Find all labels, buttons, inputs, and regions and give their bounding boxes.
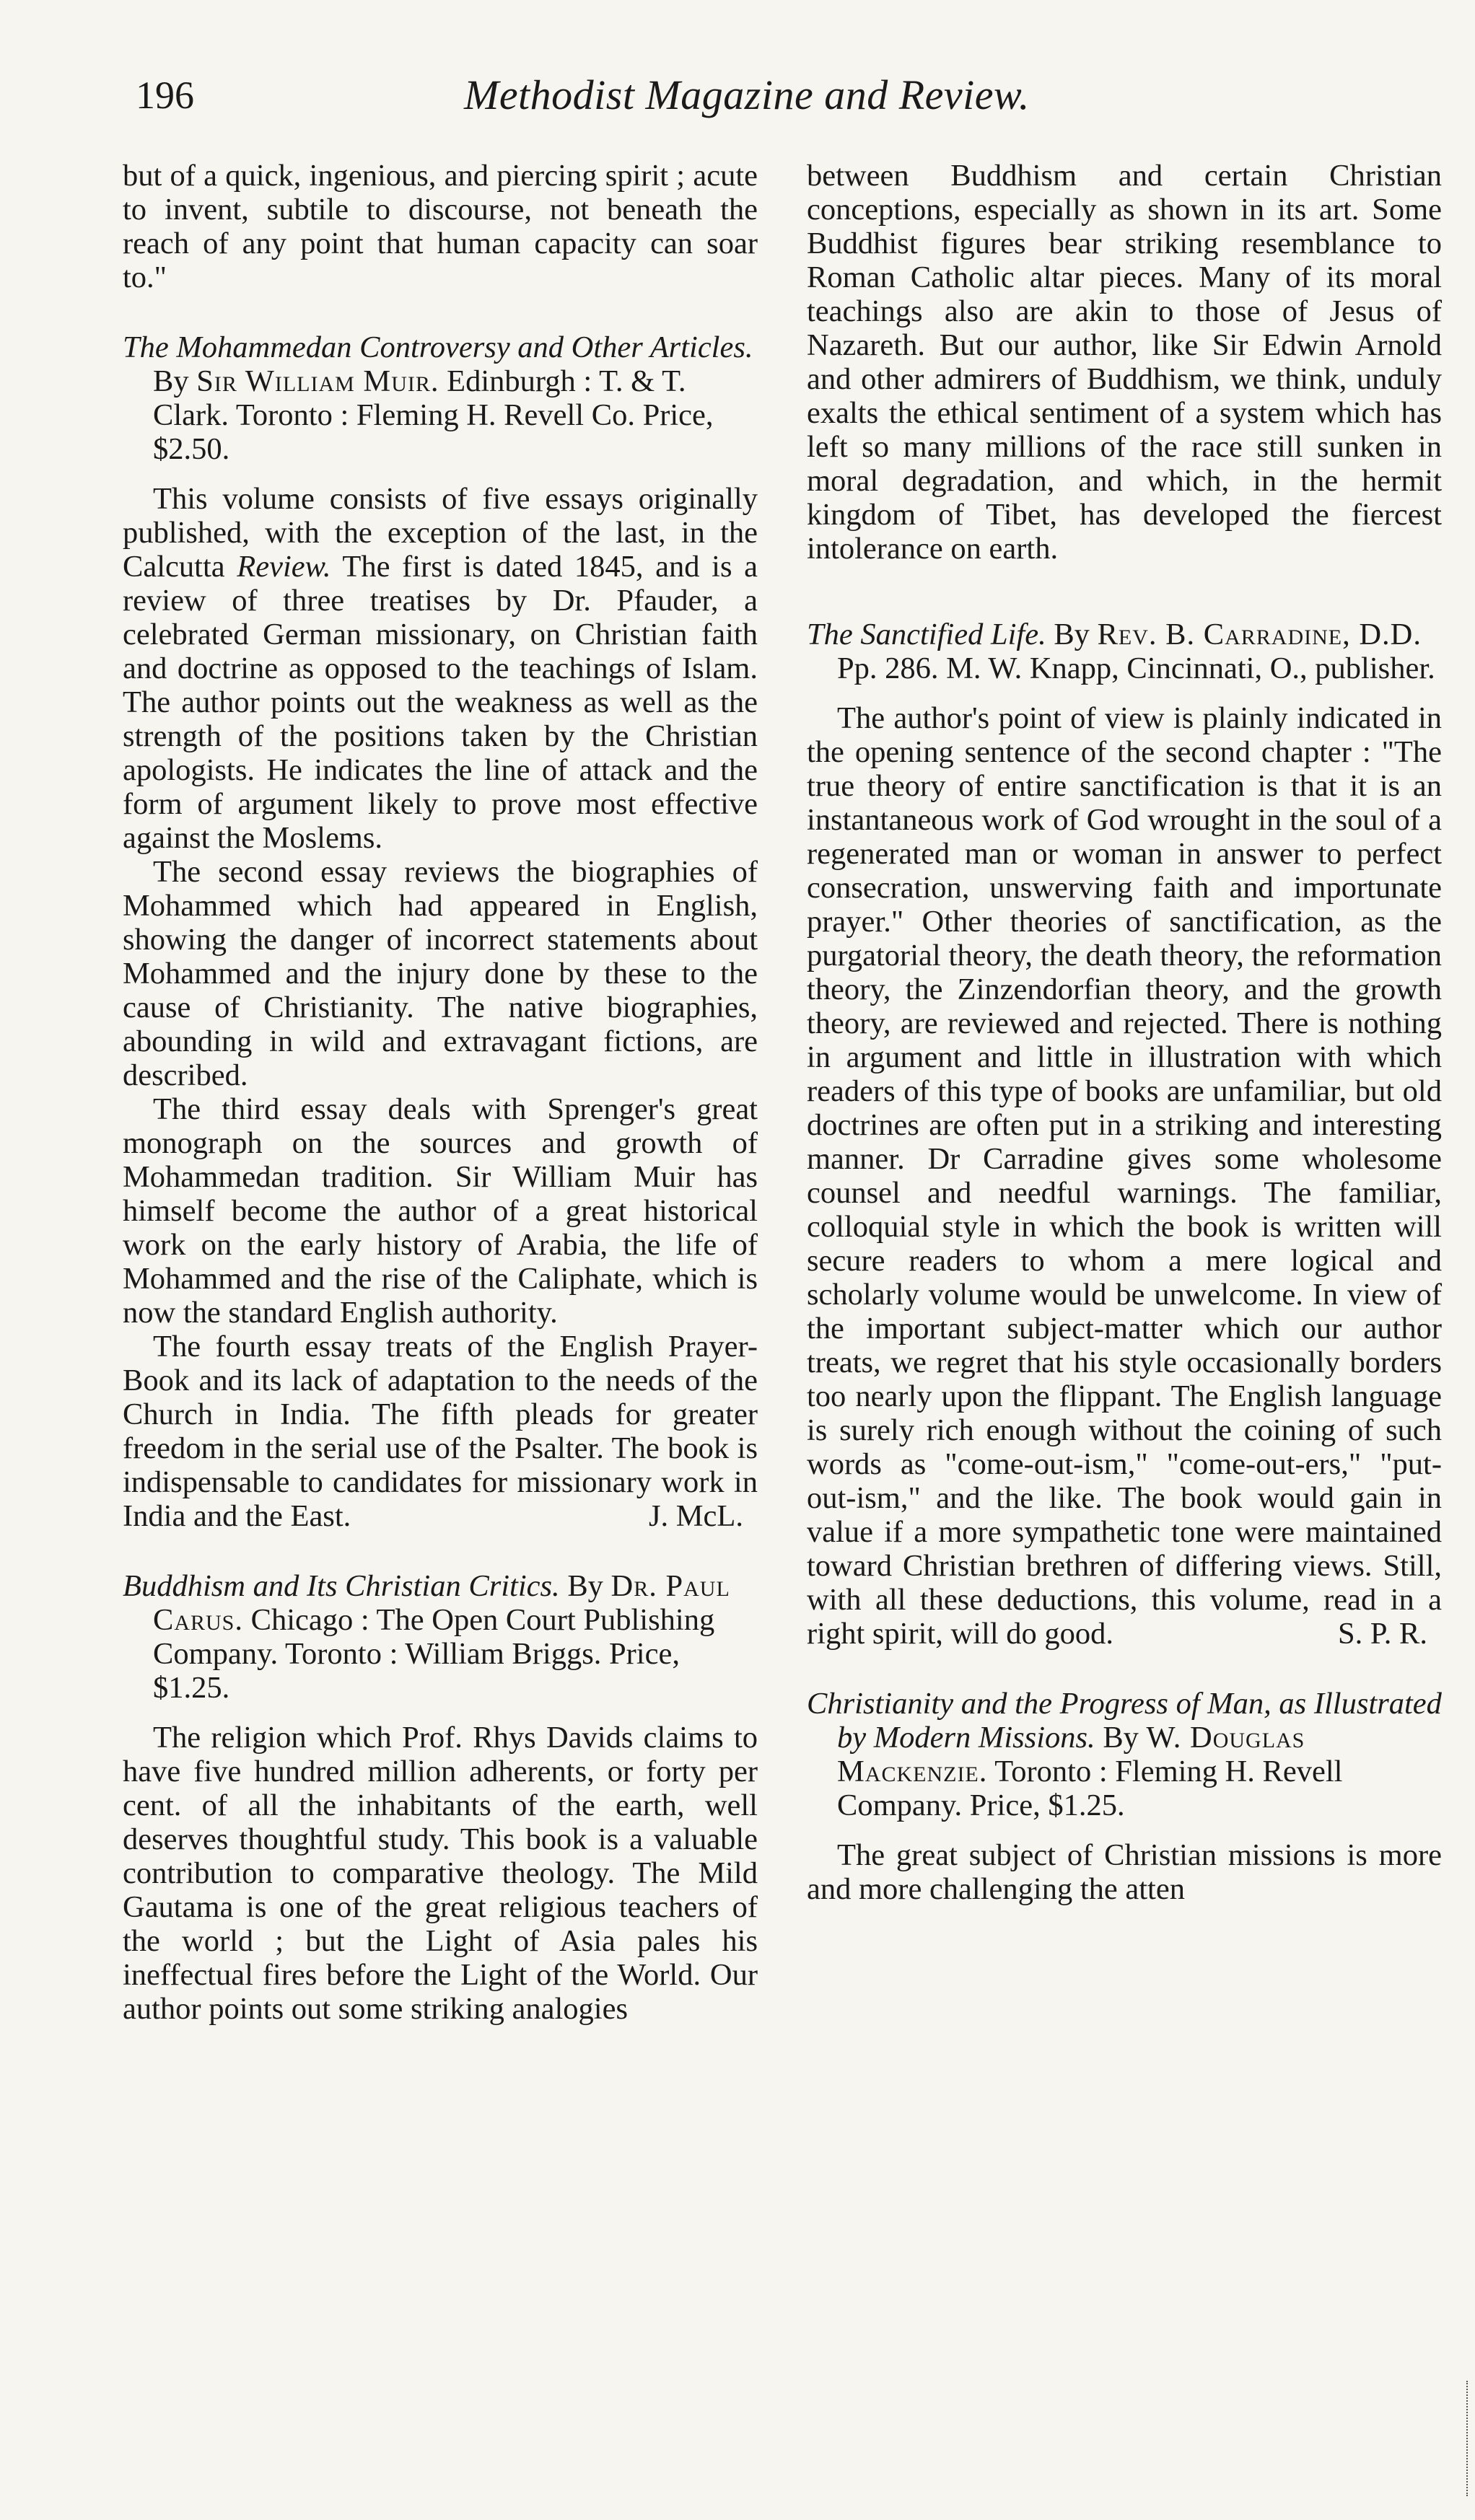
by-word: By	[567, 1569, 603, 1603]
review-heading-mohammedan	[123, 330, 758, 466]
book-imprint: Edinburgh : T. & T. Clark. Toronto : Fleming H. Revell Co. Price, $2.50.	[153, 364, 714, 466]
review-heading-christianity-progress	[807, 1687, 1442, 1822]
book-imprint: Pp. 286. M. W. Knapp, Cincinnati, O., publisher.	[837, 651, 1435, 685]
book-author: Rev. B. Carradine, D.D.	[1097, 618, 1422, 651]
by-word: By	[1054, 618, 1090, 651]
book-imprint: Chicago : The Open Court Publishing Company. Toronto : William Briggs. Price, $1.25.	[153, 1603, 715, 1705]
book-author: Sir William Muir.	[196, 364, 439, 398]
page-number: 196	[136, 74, 194, 117]
page-edge-mark	[1466, 2381, 1471, 2496]
continued-paragraph: but of a quick, ingenious, and piercing spirit ; acute to invent, subtile to discourse, not beneath the reach of any point that human capacity can soar to."	[123, 159, 758, 294]
by-word: By	[1103, 1721, 1139, 1755]
book-title: Buddhism and Its Christian Critics.	[123, 1569, 560, 1603]
book-title: Christianity and the Progress of Man, as Illustrated by Modern Missions.	[807, 1687, 1442, 1755]
by-word: By	[153, 364, 189, 398]
review-paragraph: The second essay reviews the biographies of Mohammed which had appeared in English, showing the danger of incorrect statements about Mohammed and the injury done by these to the cause of Christianity. The native biographies, abounding in wild and extravagant fictions, are described.	[123, 855, 758, 1092]
right-column	[807, 159, 1442, 1906]
page-header	[136, 66, 1399, 124]
continued-paragraph: between Buddhism and certain Christian conceptions, especially as shown in its art. Some Buddhist figures bear striking resemblance to Roman Catholic altar pieces. Many of its moral teachings also are akin to those of Jesus of Nazareth. But our author, like Sir Edwin Arnold and other admirers of Buddhism, we think, unduly exalts the ethical sentiment of a system which has left so many millions of the race still sunken in moral degradation, and which, in the hermit kingdom of Tibet, has developed the fiercest intolerance on earth.	[807, 159, 1442, 566]
book-title: The Sanctified Life.	[807, 618, 1046, 651]
review-heading-sanctified-life	[807, 618, 1442, 685]
book-author: Dr. Paul Carus.	[153, 1569, 730, 1637]
review-paragraph: The fourth essay treats of the English Prayer-Book and its lack of adaptation to the needs of the Church in India. The fifth pleads for greater freedom in the serial use of the Psalter. The book is indispensable to candidates for missionary work in India and the East. J. McL.	[123, 1330, 758, 1533]
review-paragraph: The religion which Prof. Rhys Davids claims to have five hundred million adherents, or forty per cent. of all the inhabitants of the earth, well deserves thoughtful study. This book is a valuable contribution to comparative theology. The Mild Gautama is one of the great religious teachers of the world ; but the Light of Asia pales his ineffectual fires before the Light of the World. Our author points out some striking analogies	[123, 1721, 758, 2026]
running-title: Methodist Magazine and Review.	[464, 71, 1030, 118]
reviewer-signature: J. McL.	[648, 1499, 743, 1533]
book-author: W. Douglas Mackenzie.	[837, 1721, 1305, 1788]
book-title: The Mohammedan Controversy and Other Articles.	[123, 330, 753, 364]
book-imprint: Toronto : Fleming H. Revell Company. Price, $1.25.	[837, 1755, 1343, 1822]
review-paragraph: The third essay deals with Sprenger's great monograph on the sources and growth of Mohammedan tradition. Sir William Muir has himself become the author of a great historical work on the early history of Arabia, the life of Mohammed and the rise of the Caliphate, which is now the standard English authority.	[123, 1092, 758, 1330]
review-heading-buddhism	[123, 1569, 758, 1705]
reviewer-signature: S. P. R.	[1337, 1617, 1427, 1651]
review-paragraph: The author's point of view is plainly indicated in the opening sentence of the second chapter : "The true theory of entire sanctification is that it is an instantaneous work of God wrought in the soul of a regenerated man or woman in answer to perfect consecration, unswerving faith and importunate prayer." Other theories of sanctification, as the purgatorial theory, the death theory, the reformation theory, the Zinzendorfian theory, and the growth theory, are reviewed and rejected. There is nothing in argument and little in illustration with which readers of this type of books are unfamiliar, but old doctrines are often put in a striking and interesting manner. Dr Carradine gives some wholesome counsel and needful warnings. The familiar, colloquial style in which the book is written will secure readers to whom a mere logical and scholarly volume would be unwelcome. In view of the important subject-matter which our author treats, we regret that his style occasionally borders too nearly upon the flippant. The English language is surely rich enough without the coining of such words as "come-out-ism," "come-out-ers," "put-out-ism," and the like. The book would gain in value if a more sympathetic tone were maintained toward Christian brethren of differing views. Still, with all these deductions, this volume, read in a right spirit, will do good. S. P. R.	[807, 701, 1442, 1651]
left-column	[123, 159, 758, 2026]
review-paragraph: The great subject of Christian missions is more and more challenging the atten	[807, 1838, 1442, 1906]
review-paragraph: This volume consists of five essays originally published, with the exception of the last, in the Calcutta Review. The first is dated 1845, and is a review of three treatises by Dr. Pfauder, a celebrated German missionary, on Christian faith and doctrine as opposed to the teachings of Islam. The author points out the weakness as well as the strength of the positions taken by the Christian apologists. He indicates the line of attack and the form of argument likely to prove most effective against the Moslems.	[123, 482, 758, 855]
